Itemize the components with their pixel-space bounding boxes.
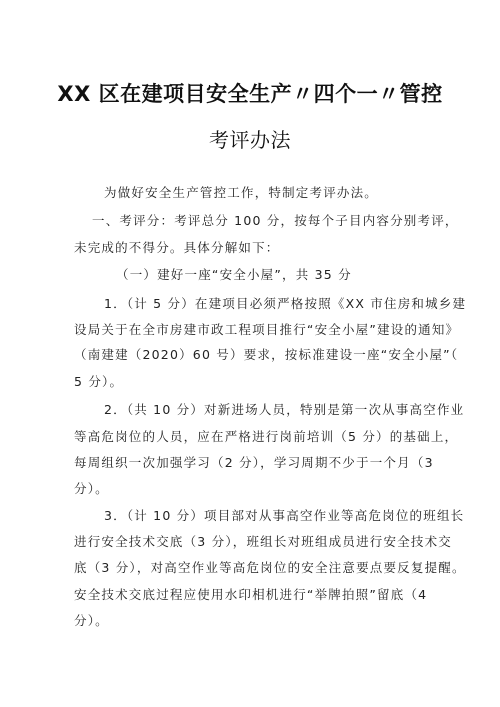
item-1-line-4: 5 分）。 (74, 374, 124, 389)
document-title-line-2: 考评办法 (209, 128, 291, 152)
item-3-line-2: 进行安全技术交底（3 分），班组长对班组成员进行安全技术交 (74, 534, 452, 549)
item-3-line-3: 底（3 分），对高空作业等高危岗位的安全注意要点要反复提醒。 (74, 560, 466, 575)
document-title-line-1: XX 区在建项目安全生产〃四个一〃管控 (57, 82, 443, 106)
item-3-line-4: 安全技术交底过程应使用水印相机进行“举牌拍照”留底（4 (74, 587, 428, 602)
item-2-line-2: 等高危岗位的人员，应在严格进行岗前培训（5 分）的基础上， (74, 429, 459, 444)
section-1-continued: 未完成的不得分。具体分解如下： (74, 240, 280, 255)
item-2-line-4: 分）。 (74, 481, 109, 496)
item-2-line-3: 每周组织一次加强学习（2 分），学习周期不少于一个月（3 (74, 455, 434, 470)
paragraph-intro: 为做好安全生产管控工作，特制定考评办法。 (104, 185, 379, 200)
item-3-line-1: 3．（计 10 分）项目部对从事高空作业等高危岗位的班组长 (104, 508, 465, 523)
subsection-1-heading: （一）建好一座“安全小屋”，共 35 分 (116, 267, 352, 282)
item-1-line-3: （南建建（2020）60 号）要求，按标准建设一座“安全小屋”（ (74, 347, 459, 362)
item-3-line-5: 分）。 (74, 613, 109, 628)
item-1-line-2: 设局关于在全市房建市政工程项目推行“安全小屋”建设的通知》 (74, 322, 460, 337)
section-1-heading: 一、考评分：考评总分 100 分，按每个子目内容分别考评， (92, 213, 459, 228)
item-1-line-1: 1．（计 5 分）在建项目必须严格按照《XX 市住房和城乡建 (104, 296, 467, 311)
item-2-line-1: 2．（共 10 分）对新进场人员，特别是第一次从事高空作业 (104, 402, 465, 417)
